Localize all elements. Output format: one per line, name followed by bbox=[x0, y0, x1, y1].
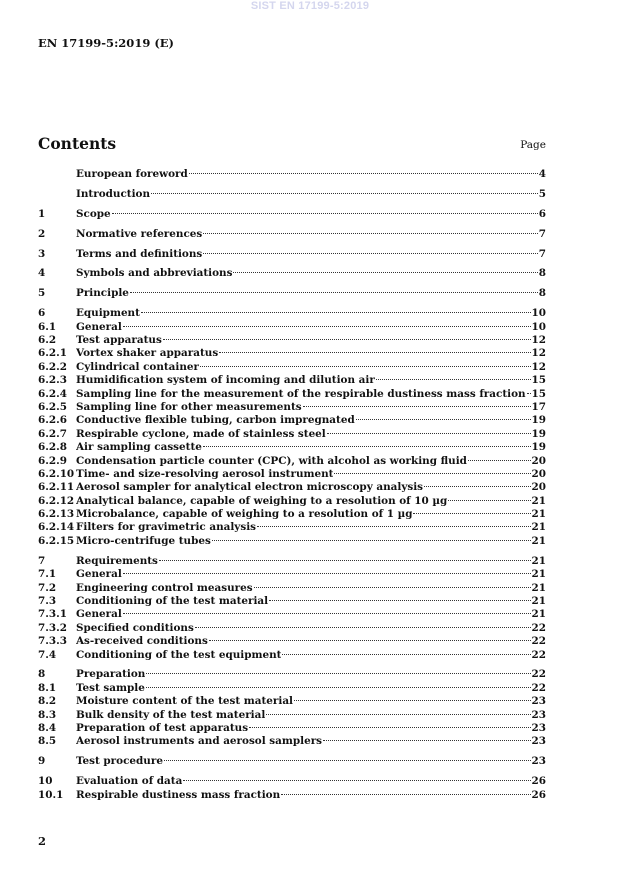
toc-entry-number: 7.1 bbox=[38, 568, 57, 581]
toc-entry-title: Microbalance, capable of weighing to a resolution of 1 µg bbox=[76, 508, 413, 521]
toc-entry-title: Condensation particle counter (CPC), with alcohol as working fluid bbox=[76, 454, 467, 467]
toc-entry-page: 22 bbox=[531, 621, 546, 634]
toc-entry-page: 21 bbox=[531, 568, 546, 581]
toc-entry-number: 6.2.1 bbox=[38, 347, 67, 360]
page-column-header: Page bbox=[520, 139, 546, 151]
toc-entry-number: 6.2.7 bbox=[38, 427, 67, 440]
toc-entry-title: Introduction bbox=[76, 187, 150, 200]
toc-dot-leader bbox=[327, 433, 531, 434]
toc-entry-page: 7 bbox=[538, 227, 546, 240]
toc-entry[interactable] bbox=[38, 668, 546, 681]
toc-entry-page: 12 bbox=[531, 334, 546, 347]
toc-entry[interactable] bbox=[38, 555, 546, 568]
toc-entry-title: Test apparatus bbox=[76, 334, 162, 347]
toc-dot-leader bbox=[424, 486, 531, 487]
toc-dot-leader bbox=[323, 740, 531, 741]
document-identifier: EN 17199-5:2019 (E) bbox=[38, 36, 174, 50]
toc-entry-title: Evaluation of data bbox=[76, 775, 183, 788]
toc-dot-leader bbox=[203, 446, 531, 447]
toc-entry-title: Cylindrical container bbox=[76, 360, 199, 373]
toc-entry-number: 6.2.15 bbox=[38, 534, 75, 547]
toc-entry-number: 6.2.14 bbox=[38, 521, 75, 534]
toc-entry[interactable] bbox=[38, 441, 546, 454]
toc-entry-title: Respirable cyclone, made of stainless steel bbox=[76, 427, 326, 440]
toc-entry-number: 1 bbox=[38, 207, 46, 220]
toc-entry-title: As-received conditions bbox=[76, 635, 208, 648]
toc-dot-leader bbox=[257, 526, 531, 527]
toc-entry[interactable] bbox=[38, 695, 546, 708]
toc-entry[interactable] bbox=[38, 595, 546, 608]
toc-dot-leader bbox=[200, 366, 531, 367]
toc-entry-title: Test sample bbox=[76, 681, 145, 694]
toc-entry-page: 12 bbox=[531, 360, 546, 373]
toc-entry[interactable] bbox=[38, 248, 546, 261]
toc-entry[interactable] bbox=[38, 709, 546, 722]
toc-entry[interactable] bbox=[38, 608, 546, 621]
toc-entry-title: Preparation bbox=[76, 668, 146, 681]
toc-dot-leader bbox=[219, 352, 530, 353]
toc-entry[interactable] bbox=[38, 414, 546, 427]
toc-entry-title: Scope bbox=[76, 207, 111, 220]
toc-dot-leader bbox=[141, 312, 531, 313]
toc-dot-leader bbox=[112, 213, 538, 214]
toc-entry-number: 10 bbox=[38, 775, 53, 788]
toc-entry-title: Aerosol sampler for analytical electron microscopy analysis bbox=[76, 481, 424, 494]
toc-entry-number: 6.1 bbox=[38, 320, 57, 333]
toc-dot-leader bbox=[249, 727, 530, 728]
toc-dot-leader bbox=[130, 292, 538, 293]
toc-entry[interactable] bbox=[38, 188, 546, 201]
toc-entry-number: 8.4 bbox=[38, 721, 57, 734]
toc-entry-page: 17 bbox=[531, 400, 546, 413]
toc-entry[interactable] bbox=[38, 481, 546, 494]
toc-entry-title: Requirements bbox=[76, 554, 158, 567]
toc-entry-title: Respirable dustiness mass fraction bbox=[76, 788, 281, 801]
toc-entry[interactable] bbox=[38, 347, 546, 360]
toc-entry-title: Preparation of test apparatus bbox=[76, 721, 249, 734]
toc-entry-page: 22 bbox=[531, 648, 546, 661]
toc-entry-number: 7 bbox=[38, 554, 46, 567]
toc-entry-number: 8.1 bbox=[38, 681, 57, 694]
toc-entry-number: 6.2.9 bbox=[38, 454, 67, 467]
toc-dot-leader bbox=[356, 419, 531, 420]
toc-dot-leader bbox=[254, 587, 531, 588]
toc-entry-title: Moisture content of the test material bbox=[76, 695, 293, 708]
toc-entry[interactable] bbox=[38, 307, 546, 320]
toc-dot-leader bbox=[164, 760, 531, 761]
contents-heading: Contents bbox=[38, 134, 117, 153]
toc-dot-leader bbox=[203, 233, 538, 234]
toc-dot-leader bbox=[203, 253, 537, 254]
toc-entry-page: 20 bbox=[531, 481, 546, 494]
toc-entry-title: Micro-centrifuge tubes bbox=[76, 534, 211, 547]
toc-entry-title: Specified conditions bbox=[76, 621, 194, 634]
toc-entry-number: 5 bbox=[38, 287, 46, 300]
toc-dot-leader bbox=[266, 714, 530, 715]
toc-entry-page: 7 bbox=[538, 247, 546, 260]
toc-entry-number: 6.2.8 bbox=[38, 441, 67, 454]
toc-entry[interactable] bbox=[38, 508, 546, 521]
toc-entry-number: 2 bbox=[38, 227, 46, 240]
toc-entry-page: 15 bbox=[531, 374, 546, 387]
toc-entry-number: 6.2.12 bbox=[38, 494, 75, 507]
toc-dot-leader bbox=[212, 540, 531, 541]
toc-entry-title: Equipment bbox=[76, 307, 140, 320]
toc-entry[interactable] bbox=[38, 361, 546, 374]
toc-entry-page: 23 bbox=[531, 755, 546, 768]
toc-entry-title: Sampling line for the measurement of the respirable dustiness mass fraction bbox=[76, 387, 526, 400]
toc-entry-number: 6.2.10 bbox=[38, 467, 75, 480]
toc-entry[interactable] bbox=[38, 568, 546, 581]
toc-dot-leader bbox=[209, 640, 531, 641]
toc-entry-page: 8 bbox=[538, 287, 546, 300]
toc-entry[interactable] bbox=[38, 168, 546, 181]
toc-entry-number: 6 bbox=[38, 307, 46, 320]
toc-dot-leader bbox=[527, 393, 531, 394]
toc-entry-number: 6.2.4 bbox=[38, 387, 67, 400]
toc-dot-leader bbox=[146, 687, 531, 688]
toc-entry-page: 20 bbox=[531, 454, 546, 467]
toc-entry[interactable] bbox=[38, 521, 546, 534]
toc-entry-number: 8.3 bbox=[38, 708, 57, 721]
toc-dot-leader bbox=[189, 173, 538, 174]
toc-entry-page: 15 bbox=[531, 387, 546, 400]
toc-entry-number: 3 bbox=[38, 247, 46, 260]
toc-entry[interactable] bbox=[38, 775, 546, 788]
toc-entry-page: 22 bbox=[531, 668, 546, 681]
toc-entry-title: Terms and definitions bbox=[76, 247, 203, 260]
toc-entry-title: Sampling line for other measurements bbox=[76, 400, 302, 413]
toc-entry-title: General bbox=[76, 568, 122, 581]
toc-dot-leader bbox=[269, 600, 530, 601]
toc-entry-title: Symbols and abbreviations bbox=[76, 267, 233, 280]
toc-entry[interactable] bbox=[38, 228, 546, 241]
toc-entry-title: Air sampling cassette bbox=[76, 441, 202, 454]
toc-entry-number: 7.3.3 bbox=[38, 635, 67, 648]
toc-entry-number: 6.2.5 bbox=[38, 400, 67, 413]
toc-entry-title: Conditioning of the test material bbox=[76, 594, 269, 607]
toc-entry-title: Conditioning of the test equipment bbox=[76, 648, 282, 661]
toc-entry-title: Normative references bbox=[76, 227, 203, 240]
table-of-contents bbox=[38, 168, 546, 802]
toc-entry[interactable] bbox=[38, 495, 546, 508]
toc-dot-leader bbox=[281, 794, 530, 795]
toc-entry-number: 6.2.13 bbox=[38, 508, 75, 521]
toc-entry-page: 21 bbox=[531, 594, 546, 607]
toc-entry-number: 7.3.1 bbox=[38, 608, 67, 621]
toc-entry-page: 21 bbox=[531, 581, 546, 594]
toc-entry-title: Aerosol instruments and aerosol samplers bbox=[76, 735, 323, 748]
toc-entry-page: 20 bbox=[531, 467, 546, 480]
toc-dot-leader bbox=[151, 193, 538, 194]
toc-entry[interactable] bbox=[38, 582, 546, 595]
toc-dot-leader bbox=[282, 654, 530, 655]
toc-entry-page: 10 bbox=[531, 320, 546, 333]
toc-entry-title: Engineering control measures bbox=[76, 581, 253, 594]
toc-dot-leader bbox=[376, 379, 531, 380]
toc-entry-number: 7.3 bbox=[38, 594, 57, 607]
toc-entry-number: 8.2 bbox=[38, 695, 57, 708]
toc-entry[interactable] bbox=[38, 755, 546, 768]
toc-dot-leader bbox=[123, 613, 531, 614]
toc-entry-number: 6.2.6 bbox=[38, 414, 67, 427]
toc-entry-number: 9 bbox=[38, 755, 46, 768]
toc-entry[interactable] bbox=[38, 287, 546, 300]
toc-entry[interactable] bbox=[38, 735, 546, 748]
toc-entry[interactable] bbox=[38, 428, 546, 441]
toc-dot-leader bbox=[163, 339, 531, 340]
toc-dot-leader bbox=[448, 500, 530, 501]
toc-entry[interactable] bbox=[38, 722, 546, 735]
toc-entry-page: 4 bbox=[538, 168, 546, 180]
toc-entry-title: European foreword bbox=[76, 168, 188, 180]
toc-entry-page: 10 bbox=[531, 307, 546, 320]
toc-entry-page: 21 bbox=[531, 534, 546, 547]
toc-entry-number: 7.4 bbox=[38, 648, 57, 661]
toc-entry[interactable] bbox=[38, 455, 546, 468]
toc-entry[interactable] bbox=[38, 374, 546, 387]
toc-dot-leader bbox=[195, 627, 531, 628]
toc-dot-leader bbox=[233, 272, 537, 273]
toc-entry-title: Conductive flexible tubing, carbon impregnated bbox=[76, 414, 355, 427]
toc-entry[interactable] bbox=[38, 468, 546, 481]
footer-page-number: 2 bbox=[38, 834, 47, 848]
toc-entry-number: 6.2.11 bbox=[38, 481, 75, 494]
toc-entry-title: Filters for gravimetric analysis bbox=[76, 521, 256, 534]
toc-entry[interactable] bbox=[38, 622, 546, 635]
watermark: SIST EN 17199-5:2019 bbox=[250, 0, 370, 12]
toc-entry-number: 10.1 bbox=[38, 788, 64, 801]
toc-dot-leader bbox=[334, 473, 530, 474]
toc-entry[interactable] bbox=[38, 208, 546, 221]
toc-entry-page: 22 bbox=[531, 635, 546, 648]
toc-dot-leader bbox=[183, 780, 530, 781]
toc-entry-title: Test procedure bbox=[76, 755, 163, 768]
toc-entry[interactable] bbox=[38, 682, 546, 695]
toc-entry-page: 22 bbox=[531, 681, 546, 694]
toc-entry-number: 7.2 bbox=[38, 581, 57, 594]
toc-dot-leader bbox=[146, 673, 530, 674]
toc-entry-page: 19 bbox=[531, 441, 546, 454]
toc-entry-page: 21 bbox=[531, 508, 546, 521]
toc-entry-page: 8 bbox=[538, 267, 546, 280]
toc-dot-leader bbox=[413, 513, 530, 514]
toc-entry-number: 8 bbox=[38, 668, 46, 681]
toc-entry-page: 23 bbox=[531, 721, 546, 734]
toc-entry-title: General bbox=[76, 320, 122, 333]
toc-entry-page: 26 bbox=[531, 788, 546, 801]
toc-entry-number: 4 bbox=[38, 267, 46, 280]
toc-entry[interactable] bbox=[38, 535, 546, 548]
toc-entry[interactable] bbox=[38, 635, 546, 648]
toc-entry-page: 23 bbox=[531, 735, 546, 748]
toc-entry-page: 19 bbox=[531, 414, 546, 427]
toc-entry-number: 8.5 bbox=[38, 735, 57, 748]
toc-dot-leader bbox=[159, 560, 531, 561]
toc-entry-page: 23 bbox=[531, 695, 546, 708]
toc-entry-number: 6.2 bbox=[38, 334, 57, 347]
toc-entry-page: 23 bbox=[531, 708, 546, 721]
toc-entry-page: 19 bbox=[531, 427, 546, 440]
toc-entry-title: Analytical balance, capable of weighing to a resolution of 10 µg bbox=[76, 494, 448, 507]
toc-dot-leader bbox=[303, 406, 531, 407]
toc-dot-leader bbox=[123, 326, 531, 327]
toc-entry-page: 5 bbox=[538, 187, 546, 200]
toc-entry-page: 21 bbox=[531, 608, 546, 621]
toc-entry-page: 21 bbox=[531, 554, 546, 567]
toc-dot-leader bbox=[294, 700, 531, 701]
toc-entry-title: Time- and size-resolving aerosol instrument bbox=[76, 467, 334, 480]
toc-entry-title: Vortex shaker apparatus bbox=[76, 347, 219, 360]
toc-entry[interactable] bbox=[38, 321, 546, 334]
toc-entry-title: Humidification system of incoming and dilution air bbox=[76, 374, 375, 387]
toc-entry-page: 6 bbox=[538, 207, 546, 220]
toc-dot-leader bbox=[468, 460, 531, 461]
toc-entry-number: 6.2.3 bbox=[38, 374, 67, 387]
toc-entry[interactable] bbox=[38, 401, 546, 414]
toc-entry[interactable] bbox=[38, 267, 546, 280]
toc-entry[interactable] bbox=[38, 334, 546, 347]
toc-entry-number: 6.2.2 bbox=[38, 360, 67, 373]
toc-entry[interactable] bbox=[38, 649, 546, 662]
toc-entry-page: 21 bbox=[531, 494, 546, 507]
toc-entry[interactable] bbox=[38, 388, 546, 401]
toc-entry-page: 12 bbox=[531, 347, 546, 360]
toc-entry-page: 26 bbox=[531, 775, 546, 788]
toc-entry-title: General bbox=[76, 608, 122, 621]
toc-entry-title: Principle bbox=[76, 287, 129, 300]
toc-dot-leader bbox=[123, 573, 531, 574]
toc-entry[interactable] bbox=[38, 789, 546, 802]
toc-entry-title: Bulk density of the test material bbox=[76, 708, 266, 721]
toc-entry-page: 21 bbox=[531, 521, 546, 534]
toc-entry-number: 7.3.2 bbox=[38, 621, 67, 634]
